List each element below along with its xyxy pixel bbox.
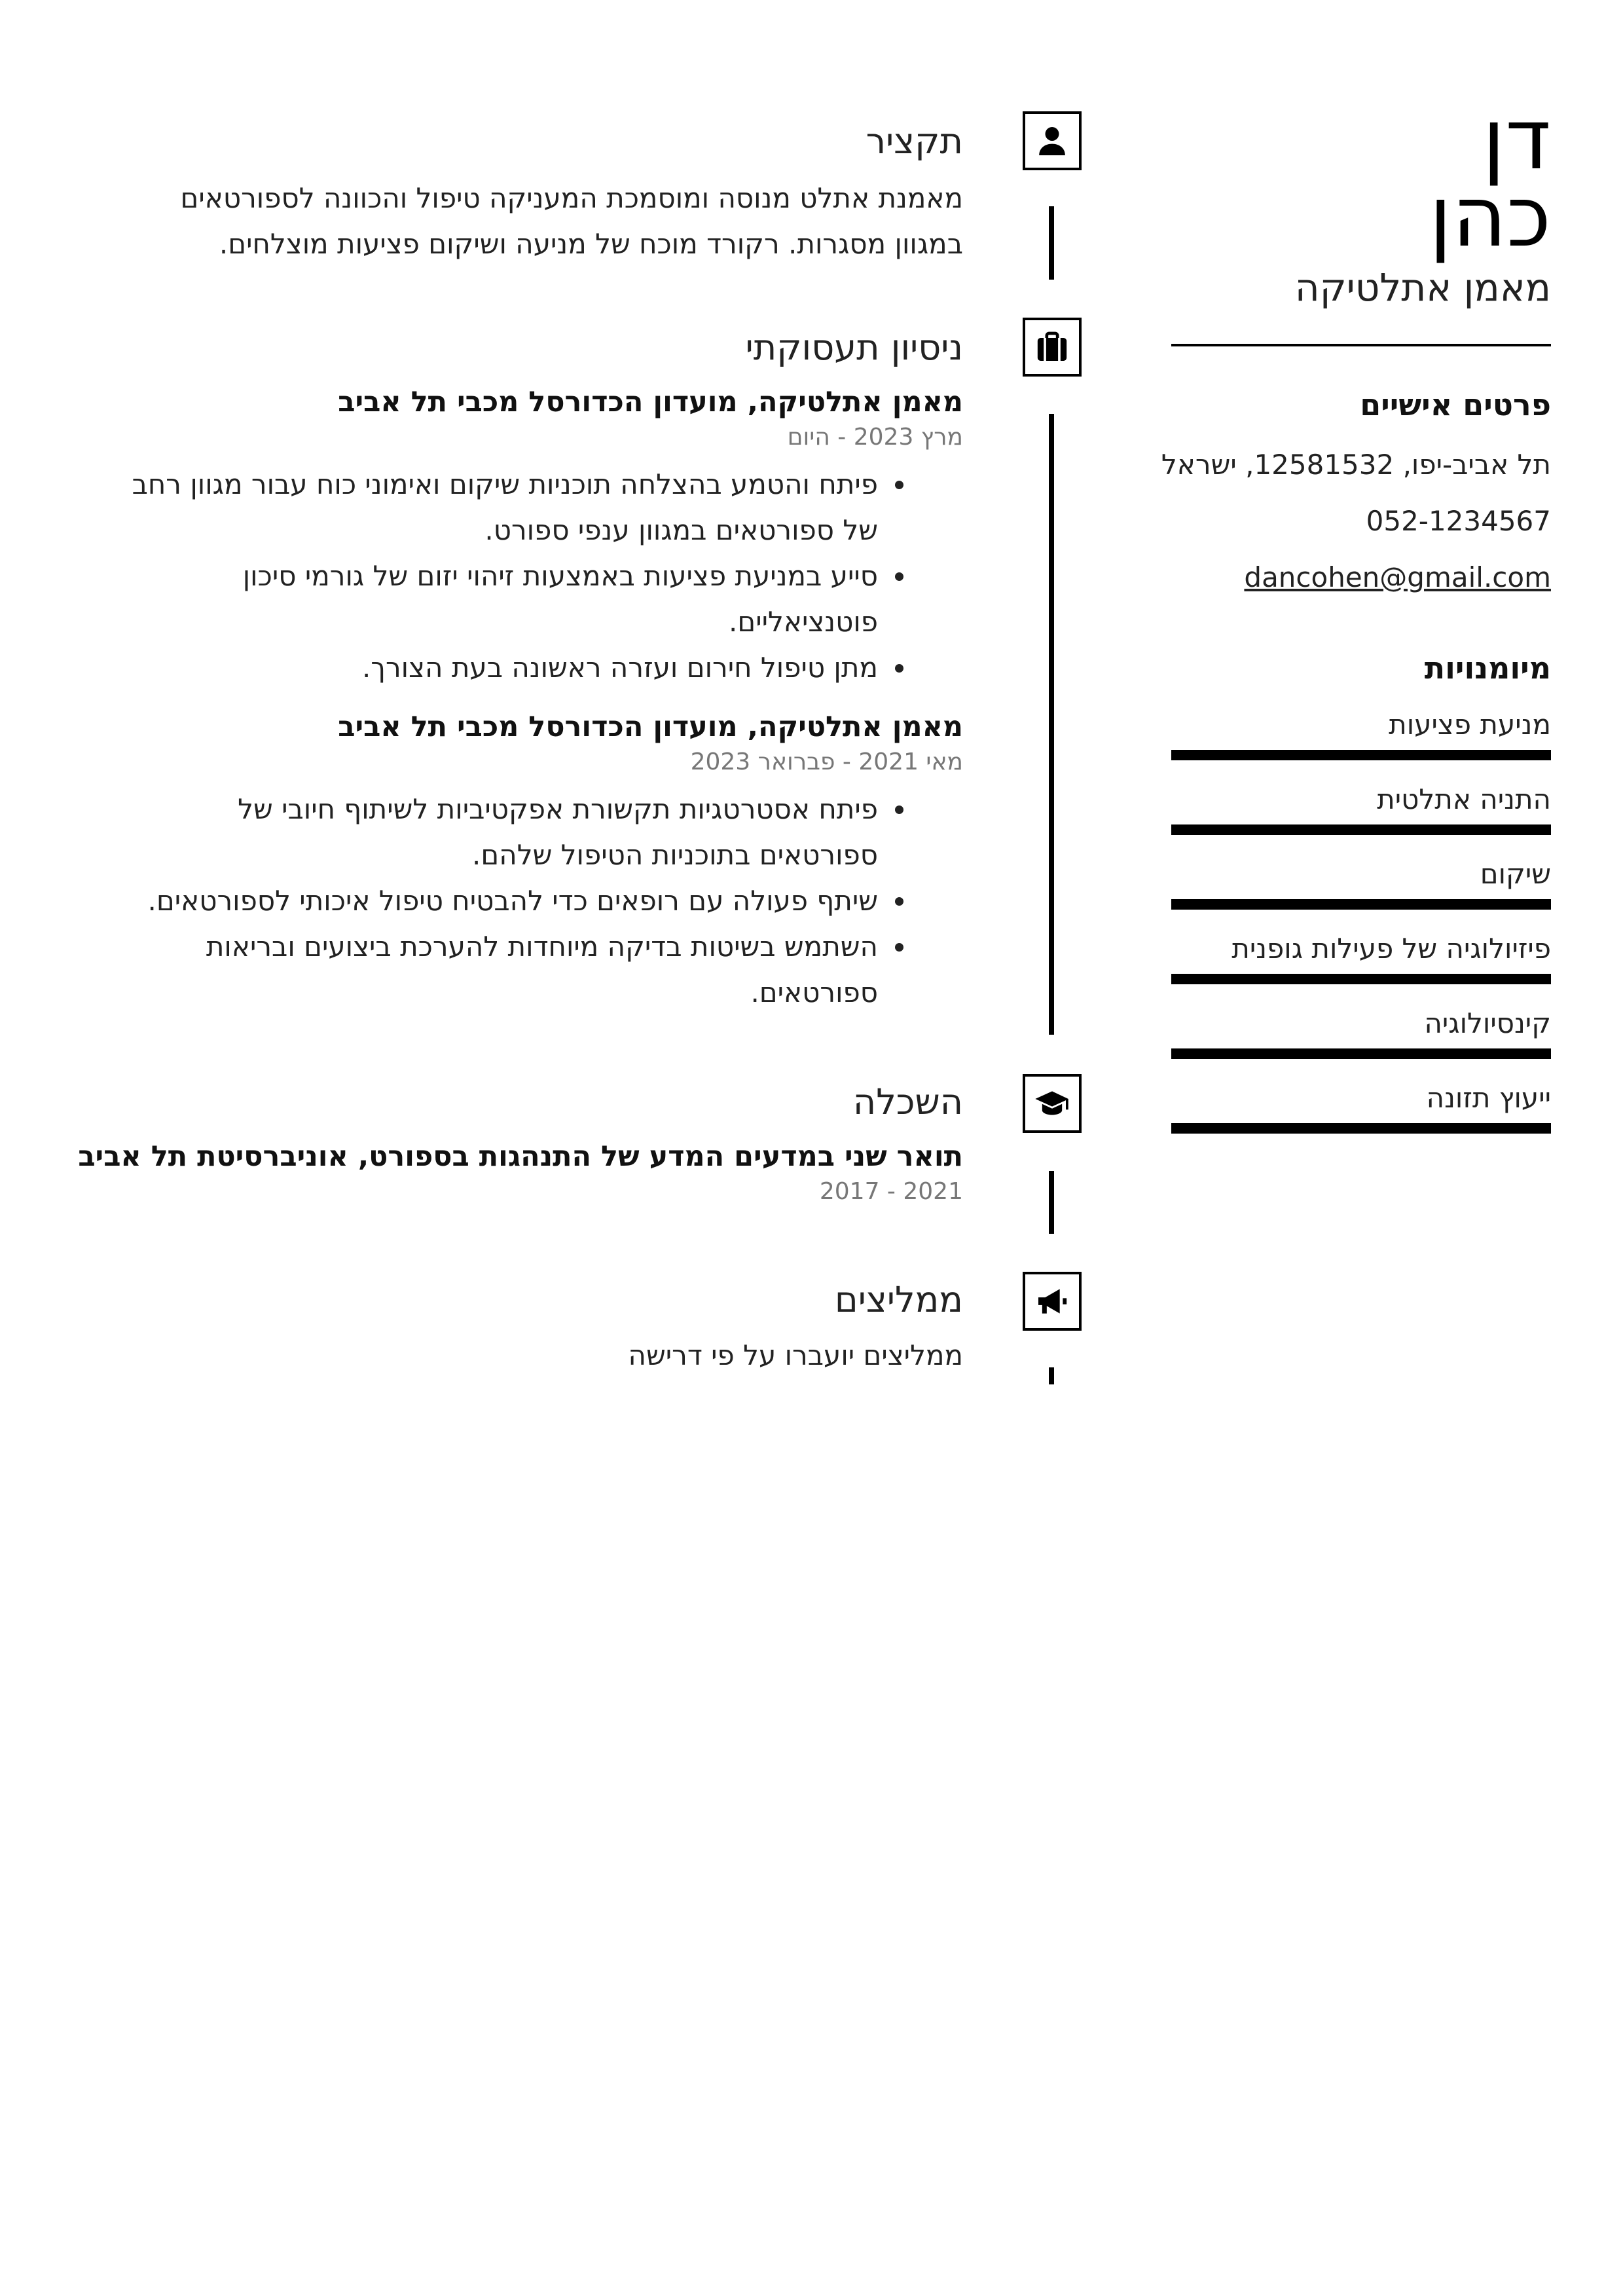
education-section	[78, 1076, 963, 1207]
education-dates	[119, 1177, 963, 1207]
experience-title: ניסיון תעסוקתי	[745, 327, 963, 368]
skill-level-fill	[1171, 1048, 1551, 1059]
education-title: השכלה	[852, 1081, 963, 1122]
skill-label: ייעוץ תזונה	[1426, 1082, 1551, 1114]
skill-item	[1171, 775, 1551, 835]
skill-level-bar	[1171, 750, 1551, 760]
education-entry	[78, 1136, 963, 1207]
sidebar	[1161, 91, 1551, 1134]
skill-label: קינסיולוגיה	[1424, 1007, 1551, 1039]
last-name: כהן	[1429, 168, 1551, 266]
briefcase-icon	[1034, 329, 1070, 365]
summary-text: מאמנת אתלט מנוסה ומוסמכת המעניקה טיפול והכוונה לספורטאים במגוון מסגרות. רקורד מוכח של מניעה ושיקום פציעות מוצלחים.	[180, 182, 963, 260]
job-entry	[119, 382, 963, 691]
skill-item	[1171, 849, 1551, 910]
summary-title: תקציר	[866, 120, 963, 162]
experience-section	[119, 322, 963, 1016]
degree-heading: תואר שני במדעים המדע של התנהגות בספורט, אוניברסיטת תל אביב	[78, 1140, 963, 1173]
timeline-segment	[1049, 1171, 1054, 1234]
skill-item	[1171, 999, 1551, 1059]
email-link[interactable]: dancohen@gmail.com	[1244, 561, 1551, 593]
timeline-segment	[1049, 1367, 1054, 1384]
references-text: ממליצים יועברו על פי דרישה	[628, 1339, 963, 1371]
skill-level-bar	[1171, 1123, 1551, 1134]
summary-icon-box	[1023, 111, 1082, 170]
personal-details-heading: פרטים אישיים	[1360, 387, 1551, 422]
skill-level-fill	[1171, 974, 1551, 984]
skill-level-fill	[1171, 899, 1551, 910]
job-bullet: • פיתח אסטרטגיות תקשורת אפקטיביות לשיתוף חיובי של ספורטאים בתוכניות הטיפול שלהם.	[119, 787, 882, 878]
skill-level-bar	[1171, 899, 1551, 910]
skill-level-fill	[1171, 750, 1551, 760]
skill-label: התניה אתלטית	[1377, 783, 1551, 815]
references-icon-box	[1023, 1272, 1082, 1331]
skill-level-bar	[1171, 824, 1551, 835]
skills-heading: מיומנויות	[1424, 650, 1551, 686]
megaphone-icon	[1034, 1283, 1070, 1320]
skill-level-fill	[1171, 824, 1551, 835]
job-bullets	[119, 462, 963, 691]
job-bullet: • השתמש בשיטות בדיקה מיוחדות להערכת ביצועים ובריאות ספורטאים.	[119, 924, 882, 1016]
summary-section	[119, 115, 963, 267]
job-bullet: • סייע במניעת פציעות באמצעות זיהוי יזום של גורמי סיכון פוטנציאליים.	[119, 553, 882, 645]
user-icon	[1034, 122, 1070, 159]
job-bullets	[119, 787, 963, 1016]
skill-item	[1171, 700, 1551, 760]
references-section	[119, 1274, 963, 1379]
skill-level-bar	[1171, 974, 1551, 984]
education-dates-text: 2017 - 2021	[819, 1178, 963, 1205]
skill-level-bar	[1171, 1048, 1551, 1059]
skill-item	[1171, 924, 1551, 984]
job-title: מאמן אתלטיקה	[1294, 265, 1551, 310]
job-bullet: • פיתח והטמע בהצלחה תוכניות שיקום ואימוני כוח עבור מגוון רחב של ספורטאים במגוון ענפי ספורט.	[119, 462, 882, 553]
job-dates: מאי 2021 - פברואר 2023	[690, 749, 963, 775]
graduation-cap-icon	[1034, 1085, 1070, 1122]
job-bullet: • שיתף פעולה עם רופאים כדי להבטיח טיפול איכותי לספורטאים.	[119, 878, 882, 924]
skill-level-fill	[1171, 1123, 1551, 1134]
phone-number: 052-1234567	[1366, 505, 1551, 537]
skill-label: שיקום	[1480, 858, 1551, 890]
email-row	[1171, 549, 1551, 606]
skill-label: פיזיולוגיה של פעילות גופנית	[1231, 933, 1551, 965]
experience-icon-box	[1023, 318, 1082, 377]
header-divider	[1171, 344, 1551, 346]
job-dates: מרץ 2023 - היום	[787, 424, 963, 451]
education-icon-box	[1023, 1074, 1082, 1133]
timeline-segment	[1049, 414, 1054, 1035]
skill-item	[1171, 1073, 1551, 1134]
references-title: ממליצים	[834, 1279, 963, 1320]
job-heading: מאמן אתלטיקה, מועדון הכדורסל מכבי תל אביב	[338, 386, 963, 418]
job-heading: מאמן אתלטיקה, מועדון הכדורסל מכבי תל אביב	[338, 711, 963, 743]
skill-label: מניעת פציעות	[1389, 709, 1551, 741]
job-entry	[119, 707, 963, 1016]
job-bullet: • מתן טיפול חירום ועזרה ראשונה בעת הצורך.	[119, 645, 882, 691]
address: תל אביב-יפו, 12581532, ישראל	[1161, 449, 1551, 481]
timeline-segment	[1049, 206, 1054, 280]
first-name: דן	[1482, 91, 1551, 189]
skills-list	[1171, 700, 1551, 1134]
phone	[1171, 493, 1551, 549]
